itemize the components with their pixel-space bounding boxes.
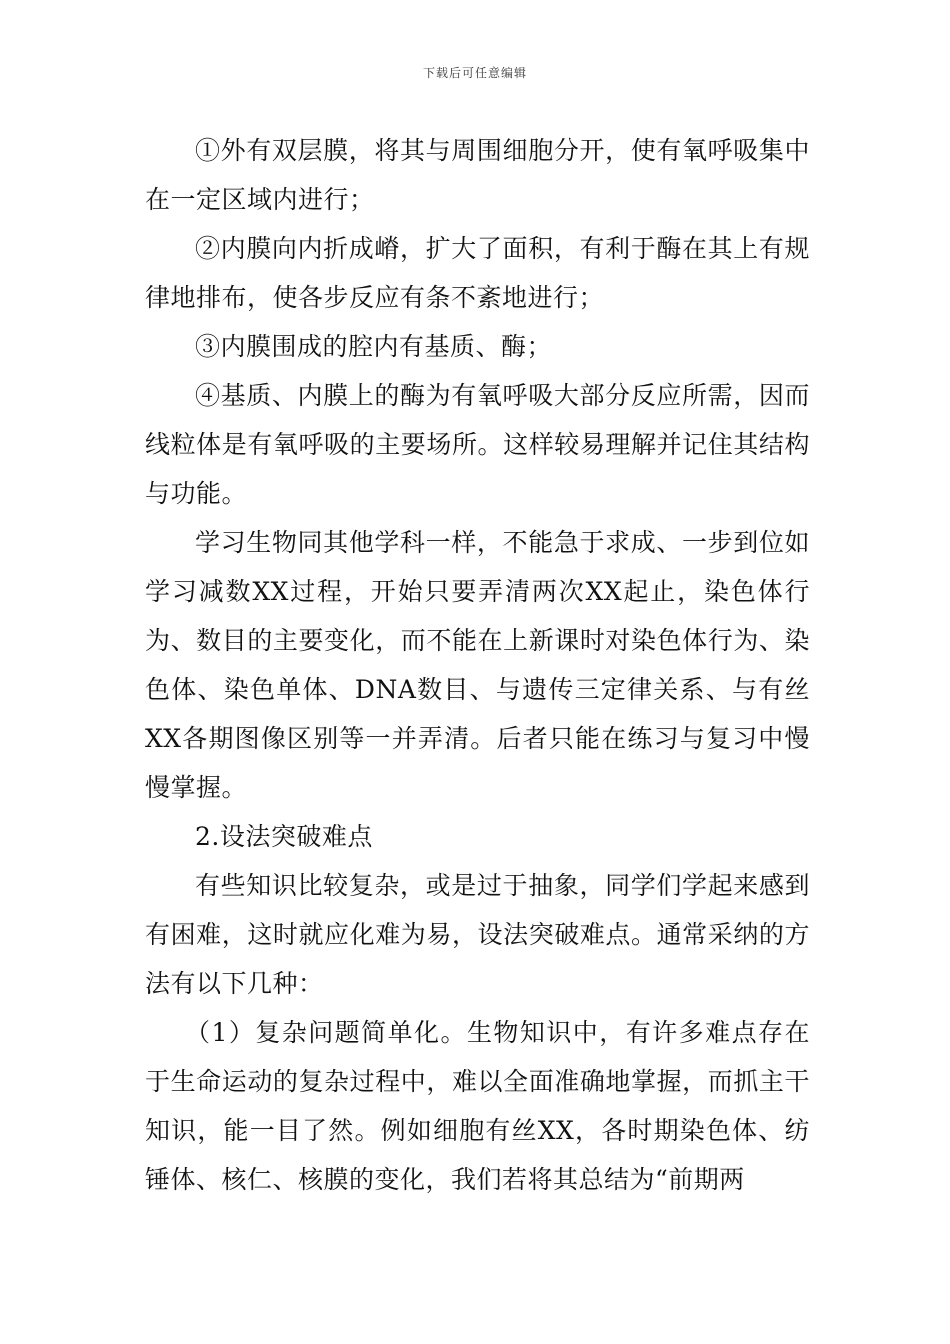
paragraph-difficulties-intro: 有些知识比较复杂，或是过于抽象，同学们学起来感到有困难，这时就应化难为易，设法突破难点。通常采纳的方法有以下几种： [145, 871, 810, 998]
section-heading-difficulties: 2.设法突破难点 [195, 822, 373, 851]
paragraph-point-4: ④基质、内膜上的酶为有氧呼吸大部分反应所需，因而线粒体是有氧呼吸的主要场所。这样较易理解并记住其结构与功能。 [145, 381, 810, 508]
paragraph-method-1: （1）复杂问题简单化。生物知识中，有许多难点存在于生命运动的复杂过程中，难以全面准确地掌握，而抓主干知识，能一目了然。例如细胞有丝XX，各时期染色体、纺锤体、核仁、核膜的变化，我们若将其总结为“前期两 [145, 1018, 810, 1194]
document-body [145, 126, 810, 1204]
page-header-note: 下载后可任意编辑 [422, 66, 527, 80]
paragraph-point-2: ②内膜向内折成嵴，扩大了面积，有利于酶在其上有规律地排布，使各步反应有条不紊地进行； [145, 234, 810, 312]
paragraph-learning-biology: 学习生物同其他学科一样，不能急于求成、一步到位如学习减数XX过程，开始只要弄清两次XX起止，染色体行为、数目的主要变化，而不能在上新课时对染色体行为、染色体、染色单体、DNA数目、与遗传三定律关系、与有丝XX各期图像区别等一并弄清。后者只能在练习与复习中慢慢掌握。 [145, 528, 810, 802]
paragraph-point-1: ①外有双层膜，将其与周围细胞分开，使有氧呼吸集中在一定区域内进行； [145, 136, 810, 214]
paragraph-point-3: ③内膜围成的腔内有基质、酶； [195, 332, 553, 361]
